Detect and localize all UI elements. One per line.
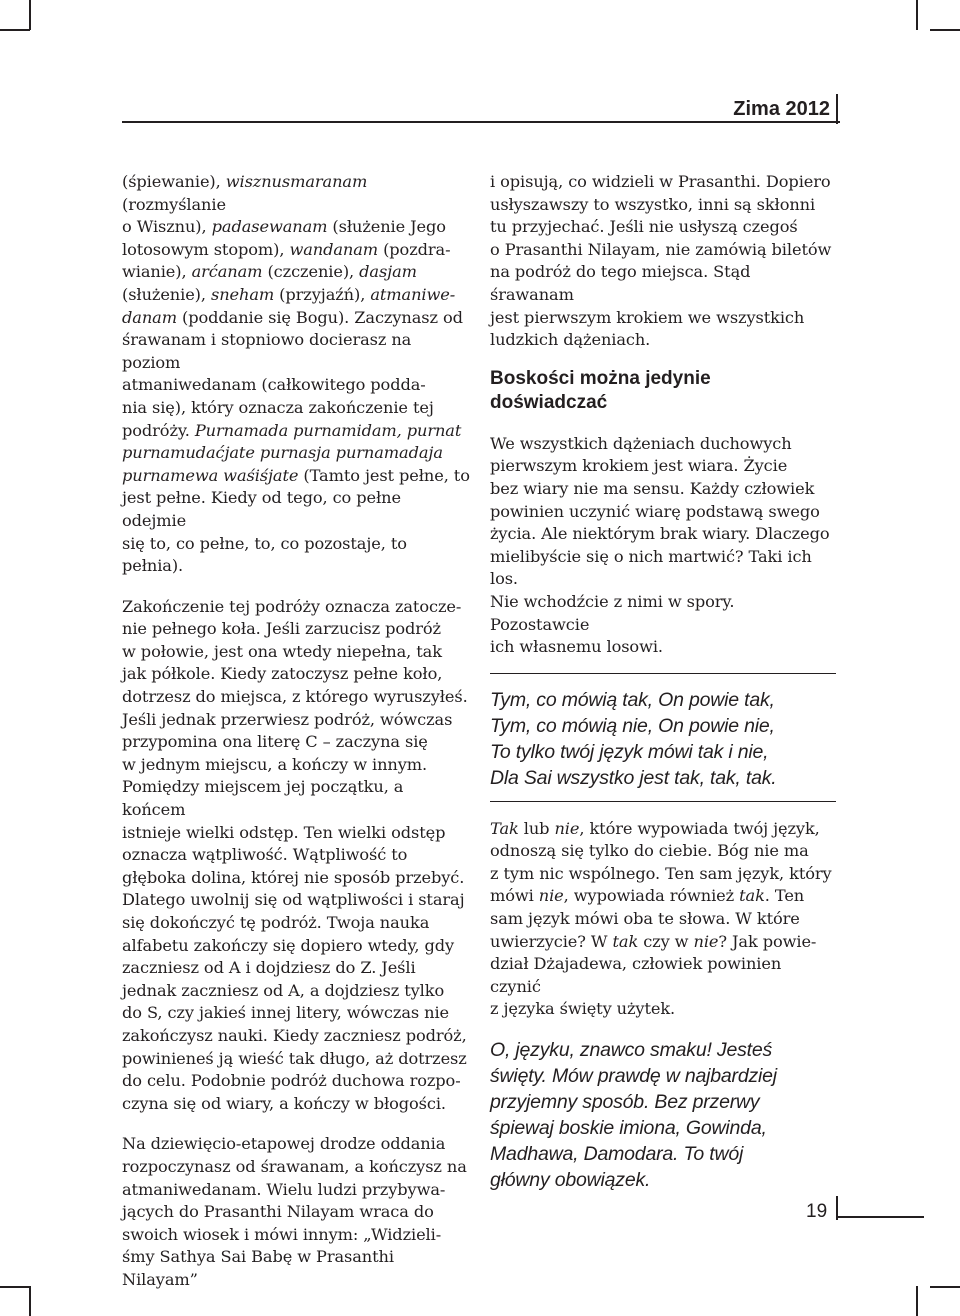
text-run: (pozdra- wianie),: [122, 239, 451, 282]
text-run: (służenie),: [122, 284, 206, 304]
italic-term: dasjam: [359, 262, 417, 282]
text-run: (poddanie się Bogu). Zaczynasz od śrawanam i stopniowo docierasz na poziom atmaniwedanam (całkowitego podda- nia się), który oznacza zakończenie tej podróży.: [122, 307, 463, 440]
text-run: , które wypowiada twój język, odnoszą się tylko do ciebie. Bóg nie ma z tym nic wspólnego. Ten sam język, który mówi: [490, 818, 832, 906]
italic-term: sneham: [211, 284, 275, 304]
text-run: ? Jak powie- dział Dżajadewa, człowiek powinien czynić z języka święty użytek.: [490, 931, 817, 1019]
text-run: lub: [518, 818, 555, 838]
text-run: (Tamto jest pełne, to jest pełne. Kiedy od tego, co pełne odejmie się to, co pełne, to, co pozostaje, to pełnia).: [122, 465, 470, 576]
italic-term: tak: [739, 886, 765, 906]
italic-term: tak: [612, 931, 639, 951]
paragraph: [122, 596, 470, 1116]
crop-mark: [0, 29, 30, 31]
text-run: i opisują, co widzieli w Prasanthi. Dopiero usłyszawszy to wszystko, inni są skłonni tu przyjechać. Jeśli nie usłyszą czegoś o Prasanthi Nilayam, nie zamówią biletów na podróż do tego miejsca. Stąd śrawanam jest pierwszym krokiem we wszystkich ludzkich dążeniach.: [490, 172, 832, 350]
page-number: 19: [806, 1201, 828, 1222]
text-run: (czczenie),: [262, 262, 360, 282]
paragraph: [490, 171, 836, 352]
paragraph: [122, 171, 470, 578]
italic-term: nie: [538, 886, 564, 906]
divider: [490, 673, 836, 674]
italic-term: Tak: [490, 818, 519, 838]
right-column: [490, 171, 836, 1193]
text-run: (rozmyślanie o Wisznu),: [122, 194, 226, 237]
crop-mark: [29, 0, 31, 30]
italic-term: nie: [693, 931, 719, 951]
italic-term: wisznusmaranam: [225, 172, 368, 191]
pull-quote: O, języku, znawco smaku! Jesteś święty. Mów prawdę w najbardziej przyjemny sposób. Bez przerwy śpiewaj boskie imiona, Gowinda, Madhawa, Damodara. To twój główny obowiązek.: [490, 1039, 777, 1192]
crop-mark: [930, 29, 960, 31]
issue-title: Zima 2012: [733, 98, 830, 120]
italic-term: atmaniwe- danam: [122, 284, 456, 327]
text-run: (przyjaźń),: [274, 284, 371, 304]
left-column: [122, 171, 470, 1292]
header-bar: [836, 94, 838, 124]
crop-mark: [930, 1286, 960, 1288]
italic-term: padasewanam: [211, 217, 328, 237]
italic-term: nie: [554, 818, 580, 838]
text-run: (śpiewanie),: [122, 172, 226, 191]
text-run: We wszystkich dążeniach duchowych pierwszym krokiem jest wiara. Życie bez wiary nie ma sensu. Każdy człowiek powinien uczynić wiarę podstawą swego życia. Ale niektórym brak wiary. Dlaczego mielibyście się o nich martwić? Taki ich los. Nie wchodźcie z nimi w spory. Pozostawcie ich własnemu losowi.: [490, 433, 830, 657]
italic-term: wandanam: [289, 239, 379, 259]
italic-term: Purnamada purnamidam, purnat purnamudaćjate purnasja purnamadaja purnamewa waśiśjate: [122, 420, 462, 485]
text-run: , wypowiada również: [563, 886, 740, 906]
pull-quote: Tym, co mówią tak, On powie tak, Tym, co mówią nie, On powie nie, To tylko twój język mówi tak i nie, Dla Sai wszystko jest tak, tak, tak.: [490, 688, 777, 789]
text-run: (służenie Jego lotosowym stopom),: [122, 217, 446, 259]
text-run: czy w: [638, 931, 694, 951]
text-run: Zakończenie tej podróży oznacza zatocze- nie pełnego koła. Jeśli zarzucisz podróż w połowie, jest ona wtedy niepełna, tak jak półkole. Kiedy zatoczysz pełne koło, dotrzesz do miejsca, z którego wyruszyłeś. Jeśli jednak przerwiesz podróż, wówczas przypomina ona literę C – zaczyna się w jednym miejscu, a kończy w innym. Pomiędzy miejscem jej początku, a końcem istnieje wielki odstęp. Ten wielki odstęp oznacza wątpliwość. Wątpliwość to głęboka dolina, której nie sposób przebyć. Dlatego uwolnij się od wątpliwości i staraj się dokończyć tę podróż. Twoja nauka alfabetu zakończy się dopiero wtedy, gdy zaczniesz od A i dojdziesz do Z. Jeśli jednak zaczniesz od A, a dojdziesz tylko do S, czy jakieś innej litery, wówczas nie zakończysz nauki. Kiedy zaczniesz podróż, powinieneś ją wieść tak długo, aż dotrzesz do celu. Podobnie podróż duchowa rozpo- czyna się od wiary, a kończy w błogości.: [122, 596, 468, 1113]
section-heading: Boskości można jedynie doświadczać: [490, 367, 711, 413]
crop-mark: [0, 1286, 30, 1288]
crop-mark: [29, 1286, 31, 1316]
paragraph: [122, 1133, 470, 1291]
paragraph: [490, 433, 836, 659]
italic-term: arćanam: [191, 262, 263, 282]
page-rule: [836, 1216, 924, 1218]
header-rule: [122, 121, 840, 123]
text-run: . Ten sam język mówi oba te słowa. W które uwierzycie? W: [490, 886, 805, 951]
paragraph: [490, 818, 836, 1021]
divider: [490, 801, 836, 802]
crop-mark: [916, 0, 918, 30]
text-run: Na dziewięcio-etapowej drodze oddania rozpoczynasz od śrawanam, a kończysz na atmaniwedanam. Wielu ludzi przybywa- jących do Prasanthi Nilayam wraca do swoich wiosek i mówi innym: „Widzieli- śmy Sathya Sai Babę w Prasanthi Nilayam”: [122, 1134, 467, 1289]
crop-mark: [916, 1286, 918, 1316]
